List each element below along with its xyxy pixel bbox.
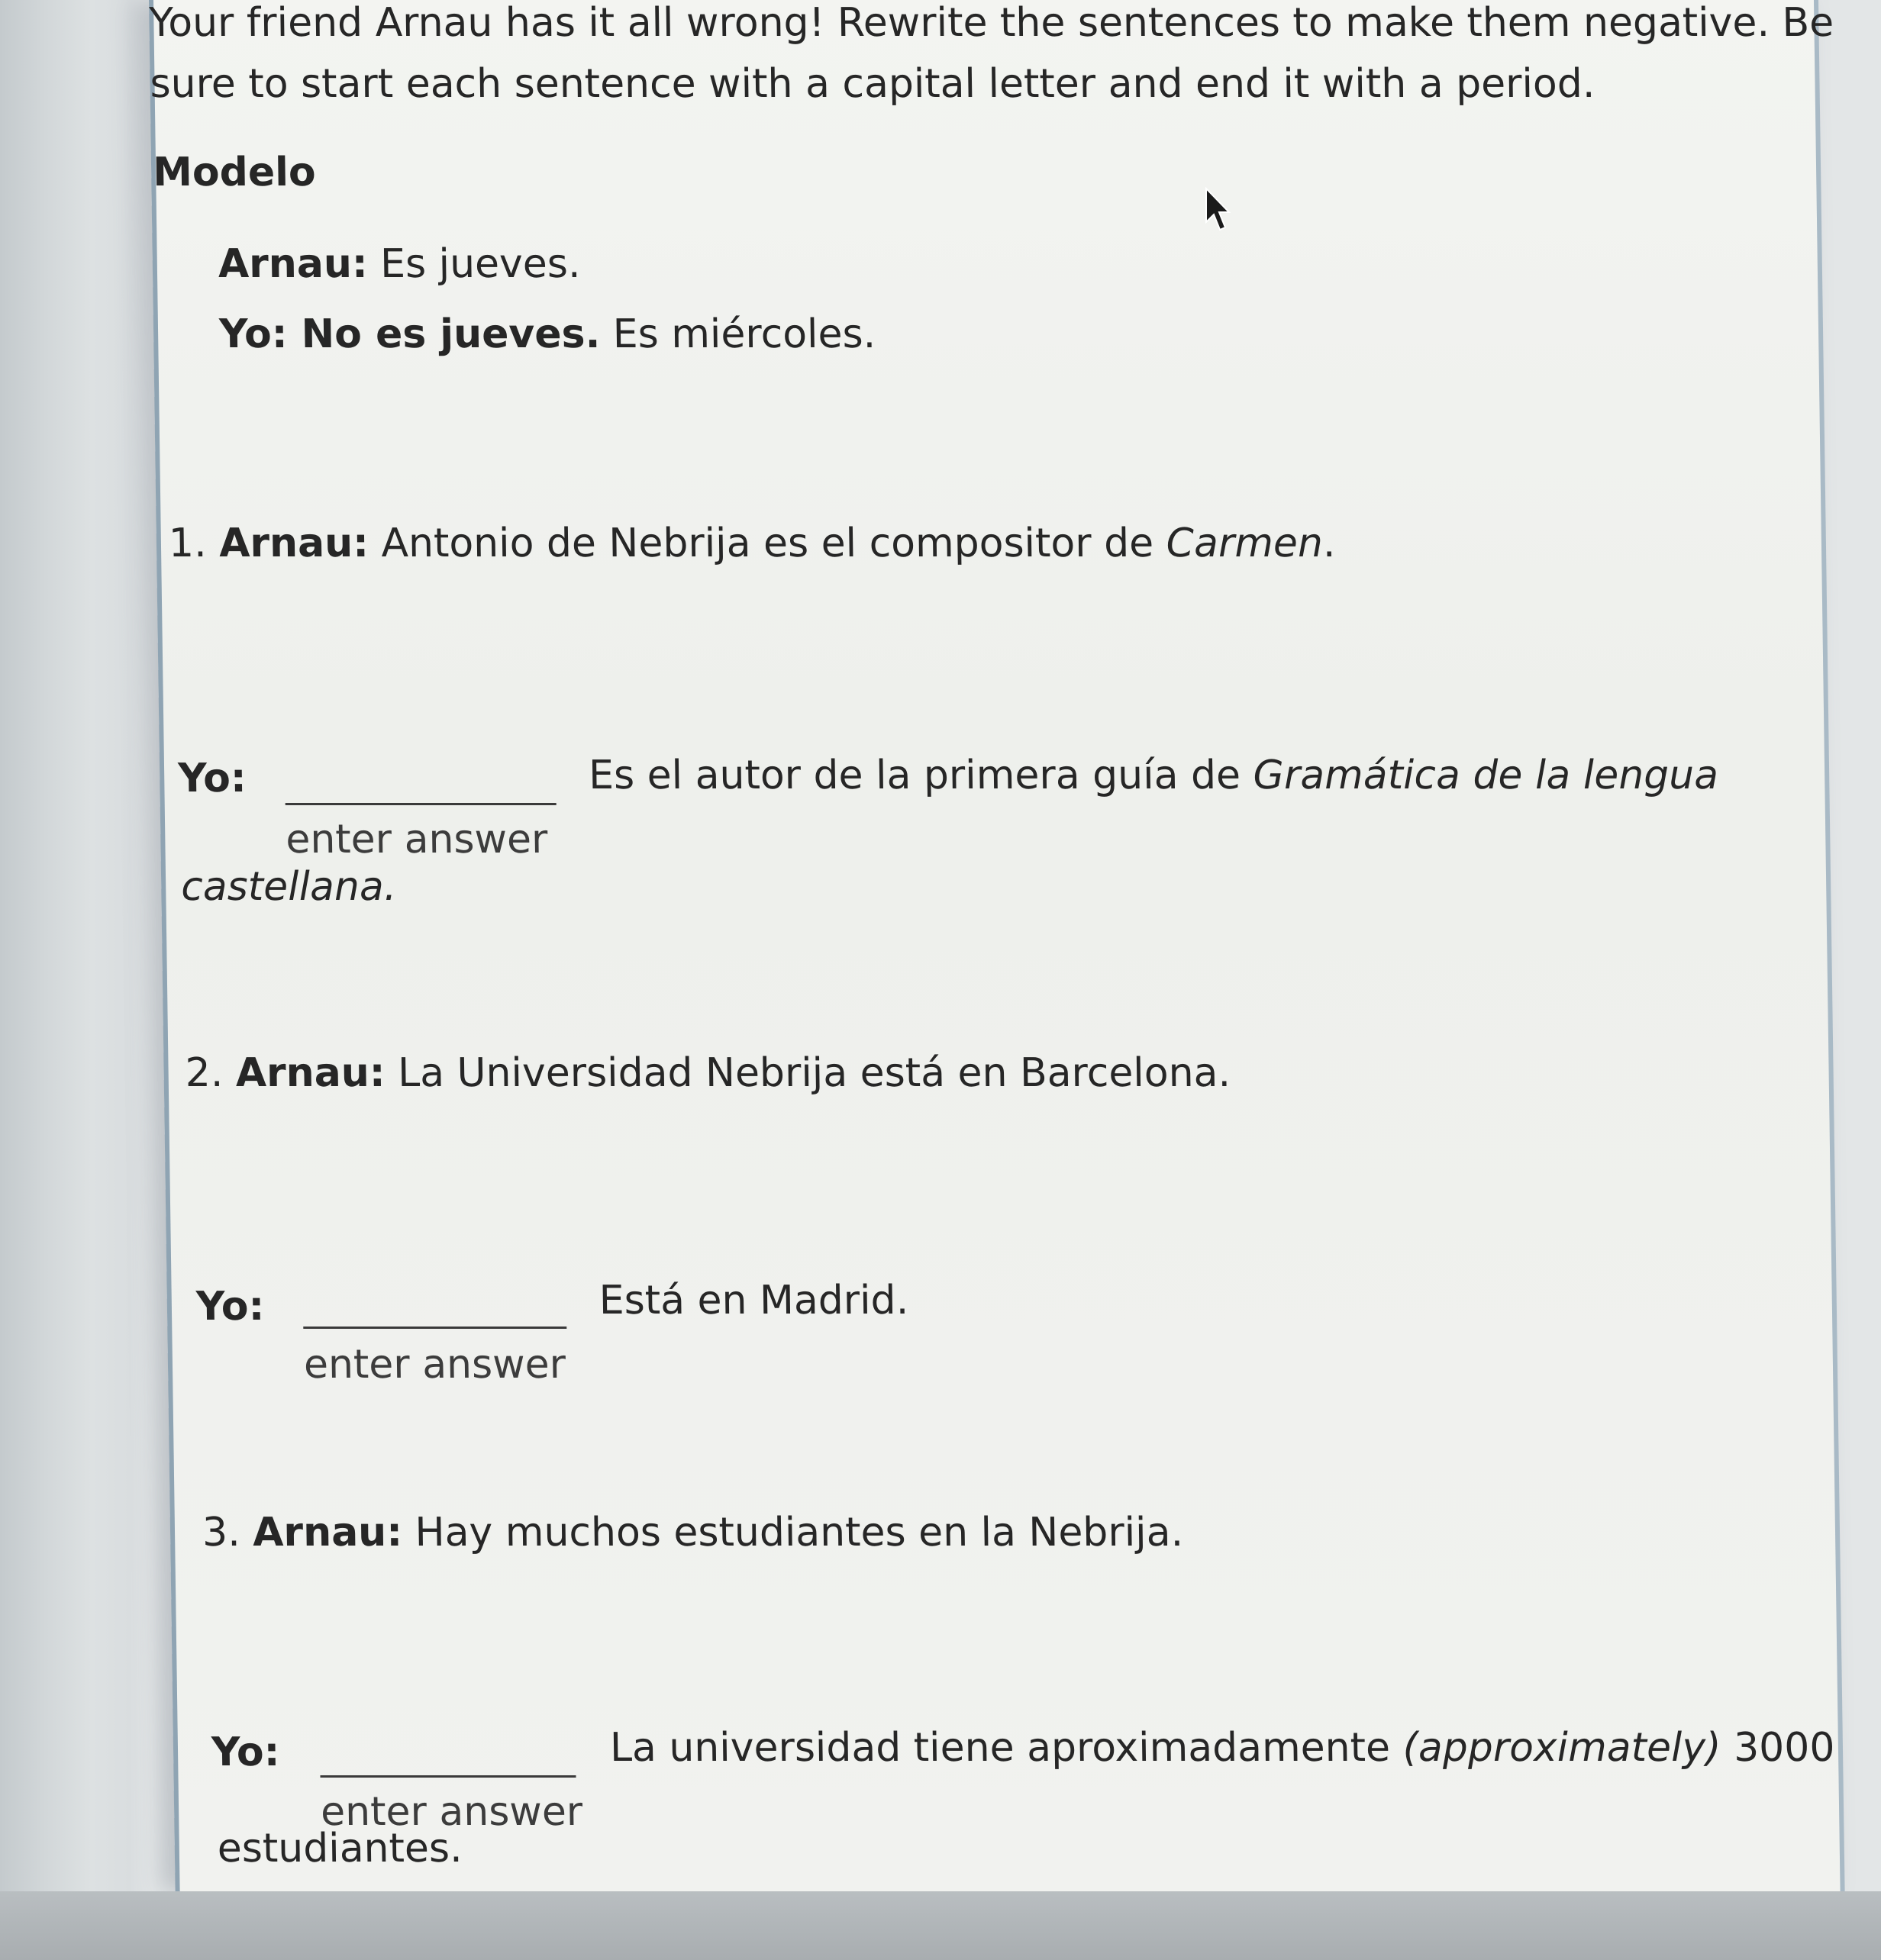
item-2-arnau-text: La Universidad Nebrija está en Barcelona. xyxy=(385,1050,1231,1096)
item-1-arnau-text: Antonio de Nebrija es el compositor de xyxy=(368,521,1167,566)
item-3-answer-field[interactable] xyxy=(320,1775,576,1778)
item-2-after-text: Está en Madrid. xyxy=(598,1278,909,1323)
item-1-yo-label: Yo: xyxy=(177,756,247,801)
item-3-answer-placeholder[interactable]: enter answer xyxy=(320,1789,583,1835)
item-2-answer-field[interactable] xyxy=(303,1327,566,1329)
modelo-heading: Modelo xyxy=(152,150,317,195)
item-3-arnau-line xyxy=(202,1510,1184,1555)
exercise-page xyxy=(149,0,1845,1891)
item-1-wrap-italic: castellana xyxy=(180,864,385,910)
screen-bottom-edge xyxy=(0,1891,1881,1960)
mouse-pointer-icon xyxy=(1205,187,1231,233)
item-3-after-end: 3000 xyxy=(1721,1725,1835,1771)
modelo-yo-text: Es miércoles. xyxy=(599,311,876,357)
item-1-arnau-line xyxy=(169,521,1336,566)
item-1-number: 1. xyxy=(168,521,207,566)
modelo-yo-label: Yo: xyxy=(218,311,288,357)
item-1-arnau-italic: Carmen xyxy=(1166,521,1324,566)
modelo-yo-negative: No es jueves. xyxy=(287,311,601,357)
item-2-yo-label: Yo: xyxy=(195,1284,265,1330)
item-3-arnau-text: Hay muchos estudiantes en la Nebrija. xyxy=(402,1510,1184,1555)
item-3-arnau-label: Arnau: xyxy=(252,1510,403,1555)
item-2-number: 2. xyxy=(185,1050,224,1096)
instructions-line-1: Your friend Arnau has it all wrong! Rewrite the sentences to make them negative. Be xyxy=(149,0,1834,46)
item-3-after-italic: (approximately) xyxy=(1402,1725,1721,1771)
item-3-wrap-text: estudiantes. xyxy=(217,1826,463,1871)
item-3-yo-label: Yo: xyxy=(211,1730,280,1775)
modelo-yo-line xyxy=(219,311,876,357)
item-2-arnau-line xyxy=(185,1050,1231,1096)
item-2-answer-placeholder[interactable]: enter answer xyxy=(303,1342,566,1388)
item-1-answer-placeholder[interactable]: enter answer xyxy=(285,817,548,862)
item-2-arnau-label: Arnau: xyxy=(235,1050,386,1096)
item-1-wrap-end: . xyxy=(383,864,397,910)
item-1-arnau-end: . xyxy=(1322,521,1336,566)
item-1-wrap-line xyxy=(181,864,397,910)
item-1-answer-field[interactable] xyxy=(286,803,557,805)
item-3-after-text: La universidad tiene aproximadamente xyxy=(609,1725,1403,1771)
modelo-arnau-text: Es jueves. xyxy=(367,241,581,287)
instructions-line-2: sure to start each sentence with a capital letter and end it with a period. xyxy=(150,61,1595,107)
item-1-after-text: Es el autor de la primera guía de xyxy=(588,753,1253,798)
item-1-after-line xyxy=(589,753,1719,798)
item-1-arnau-label: Arnau: xyxy=(218,521,369,566)
item-1-after-italic: Gramática de la lengua xyxy=(1253,753,1719,798)
modelo-arnau-line xyxy=(218,241,580,287)
item-3-after-line xyxy=(610,1725,1835,1771)
modelo-arnau-label: Arnau: xyxy=(218,241,369,287)
item-3-number: 3. xyxy=(202,1510,241,1555)
